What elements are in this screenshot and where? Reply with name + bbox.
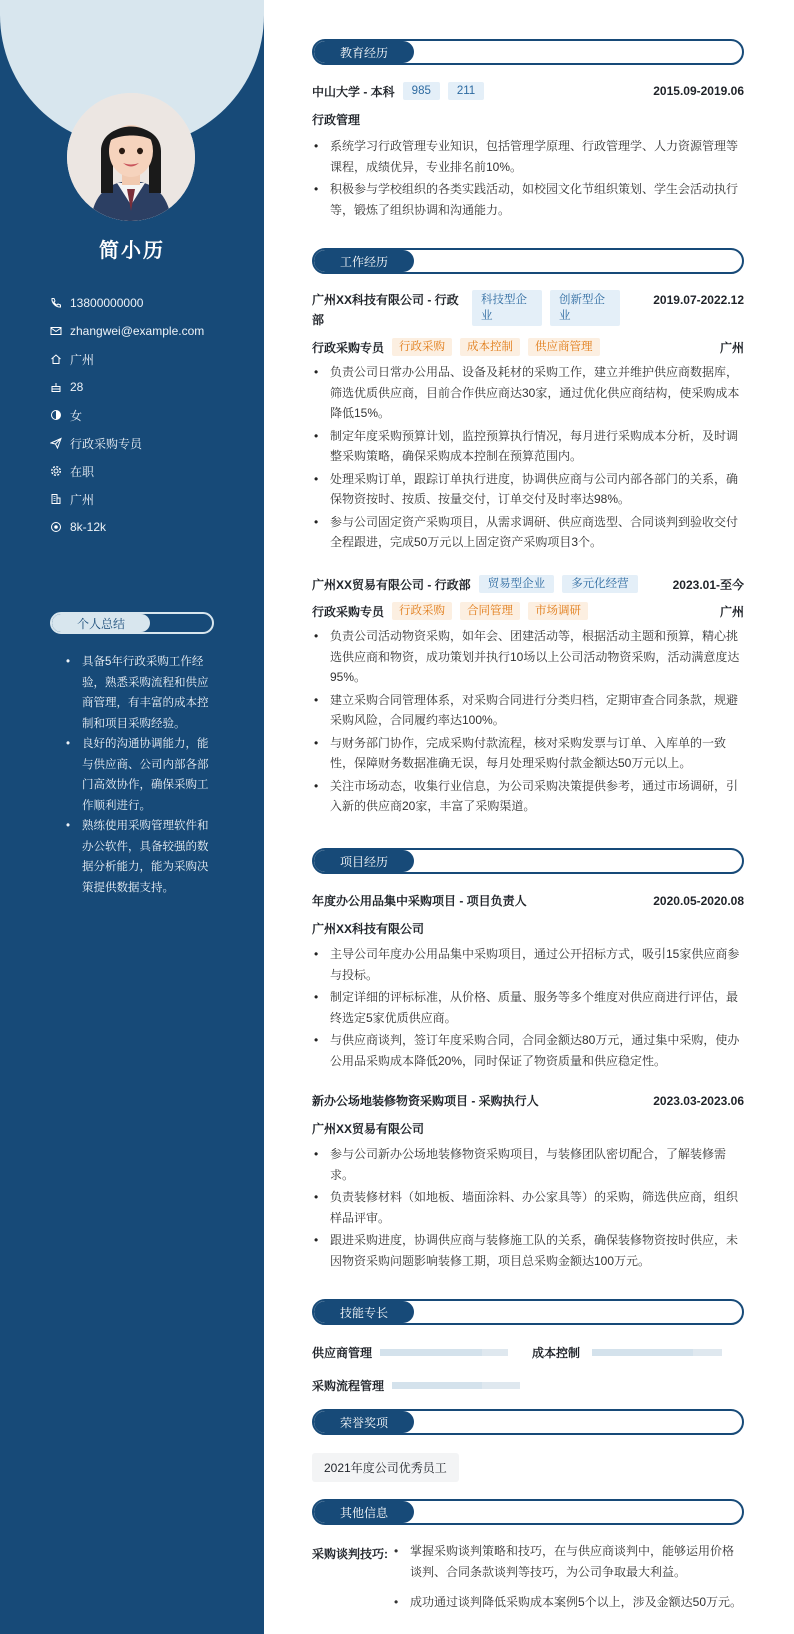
location-text: 广州 bbox=[70, 352, 95, 367]
skill-bar bbox=[592, 1349, 722, 1356]
other-info-label: 采购谈判技巧: bbox=[312, 1547, 388, 1561]
skill-bar-fill bbox=[392, 1382, 482, 1389]
candidate-name: 简小历 bbox=[99, 240, 165, 262]
skills-section-title bbox=[312, 1299, 744, 1325]
skill-tag: 供应商管理 bbox=[528, 338, 600, 356]
company-name: 广州XX贸易有限公司 - 行政部 bbox=[312, 577, 471, 592]
skill-tag: 行政采购 bbox=[392, 338, 452, 356]
education-header bbox=[312, 82, 744, 100]
project-name: 新办公场地装修物资采购项目 - 采购执行人 bbox=[312, 1094, 539, 1108]
company-name: 广州XX科技有限公司 - 行政部 bbox=[312, 293, 459, 327]
list-item: • 负责公司日常办公用品、设备及耗材的采购工作，建立并维护供应商数据库，筛选优质供应商，目前合作供应商达30家，通过优化供应商结构，使采购成本降低15%。 bbox=[312, 362, 744, 424]
contact-info-list bbox=[50, 289, 204, 541]
summary-item: • 良好的沟通协调能力，能与供应商、公司内部各部门高效协作，确保采购工作顺利进行。 bbox=[66, 734, 214, 816]
project-company: 广州XX科技有限公司 bbox=[312, 922, 425, 936]
list-item: • 与财务部门协作，完成采购付款流程，核对采购发票与订单、入库单的一致性，保障财务数据准确无误，每月处理采购付款金额达50万元以上。 bbox=[312, 733, 744, 774]
gear-icon bbox=[50, 465, 62, 477]
summary-item: • 具备5年行政采购工作经验，熟悉采购流程和供应商管理，有丰富的成本控制和项目采购经验。 bbox=[66, 652, 214, 734]
job-role-row bbox=[312, 602, 744, 620]
skill-bar-fill bbox=[592, 1349, 693, 1356]
school-tag: 211 bbox=[448, 82, 484, 100]
job-date: 2023.01-至今 bbox=[672, 577, 744, 592]
list-item: • 负责公司活动物资采购，如年会、团建活动等，根据活动主题和预算，精心挑选供应商和物资，成功策划并执行10场以上公司活动物资采购，活动满意度达95%。 bbox=[312, 626, 744, 688]
projects-title-label: 项目经历 bbox=[314, 850, 414, 872]
skill-name: 成本控制 bbox=[532, 1346, 581, 1360]
project-company: 广州XX贸易有限公司 bbox=[312, 1122, 425, 1136]
job-details bbox=[312, 626, 744, 819]
job-role-row bbox=[312, 338, 744, 356]
project-company-row bbox=[312, 920, 744, 937]
building-icon bbox=[50, 493, 62, 505]
home-icon bbox=[50, 353, 62, 365]
other-section-title bbox=[312, 1499, 744, 1525]
mail-icon bbox=[50, 325, 62, 337]
list-item: • 建立采购合同管理体系，对采购合同进行分类归档，定期审查合同条款，规避采购风险，合同履约率达100%。 bbox=[312, 690, 744, 731]
phone-icon bbox=[50, 297, 62, 309]
list-item: • 处理采购订单，跟踪订单执行进度，协调供应商与公司内部各部门的关系，确保物资按时、按质、按量交付，订单交付及时率达98%。 bbox=[312, 469, 744, 510]
skill-bar bbox=[380, 1349, 508, 1356]
job-details bbox=[312, 362, 744, 555]
list-item: • 跟进采购进度，协调供应商与装修施工队的关系，确保装修物资按时供应，未因物资采购问题影响装修工期，项目总采购金额达100万元。 bbox=[312, 1230, 744, 1271]
projects-section-title bbox=[312, 848, 744, 874]
project-date: 2020.05-2020.08 bbox=[653, 893, 744, 908]
skills-title-label: 技能专长 bbox=[314, 1301, 414, 1323]
age-item bbox=[50, 373, 204, 401]
list-item: • 掌握采购谈判策略和技巧，在与供应商谈判中，能够运用价格谈判、合同条款谈判等技巧，为公司争取最大利益。 bbox=[392, 1541, 744, 1582]
school-tag: 985 bbox=[403, 82, 440, 100]
skill-tag: 市场调研 bbox=[528, 602, 588, 620]
skill-tag: 合同管理 bbox=[460, 602, 520, 620]
cake-icon bbox=[50, 381, 62, 393]
list-item: • 制定年度采购预算计划，监控预算执行情况，每月进行采购成本分析，及时调整采购策略，确保采购成本控制在预算范围内。 bbox=[312, 426, 744, 467]
school-name: 中山大学 - 本科 bbox=[312, 84, 395, 99]
avatar-photo-icon bbox=[67, 93, 195, 221]
education-title-label: 教育经历 bbox=[314, 41, 414, 63]
job-city: 广州 bbox=[719, 340, 744, 355]
email-item bbox=[50, 317, 204, 345]
job-role: 行政采购专员 bbox=[312, 340, 385, 355]
summary-section-title bbox=[50, 612, 214, 634]
work-title-label: 工作经历 bbox=[314, 250, 414, 272]
education-date: 2015.09-2019.06 bbox=[653, 84, 744, 98]
project-details bbox=[312, 1144, 744, 1273]
age-text: 28 bbox=[70, 380, 84, 394]
skill-tag: 成本控制 bbox=[460, 338, 520, 356]
email-text: zhangwei@example.com bbox=[70, 324, 205, 338]
education-details bbox=[312, 136, 744, 222]
list-item: • 成功通过谈判降低采购成本案例5个以上，涉及金额达50万元。 bbox=[392, 1592, 744, 1613]
list-item: • 参与公司固定资产采购项目，从需求调研、供应商选型、合同谈判到验收交付全程跟进，完成50万元以上固定资产采购项目3个。 bbox=[312, 512, 744, 553]
company-tag: 科技型企业 bbox=[472, 290, 542, 326]
honors-section-title bbox=[312, 1409, 744, 1435]
project-company-row bbox=[312, 1120, 744, 1137]
honors-title-label: 荣誉奖项 bbox=[314, 1411, 414, 1433]
city-text: 广州 bbox=[70, 492, 95, 507]
list-item: • 积极参与学校组织的各类实践活动，如校园文化节组织策划、学生会活动执行等，锻炼了组织协调和沟通能力。 bbox=[312, 179, 744, 220]
job-date: 2019.07-2022.12 bbox=[653, 293, 744, 307]
list-item: • 与供应商谈判，签订年度采购合同，合同金额达80万元，通过集中采购，使办公用品采购成本降低20%，同时保证了物资质量和供应稳定性。 bbox=[312, 1030, 744, 1071]
other-info-list bbox=[392, 1541, 744, 1623]
location-item bbox=[50, 345, 204, 373]
project-details bbox=[312, 944, 744, 1073]
skill-bar bbox=[392, 1382, 520, 1389]
company-tag: 贸易型企业 bbox=[479, 575, 555, 593]
skill-name: 供应商管理 bbox=[312, 1346, 373, 1360]
list-item: • 系统学习行政管理专业知识，包括管理学原理、行政管理学、人力资源管理等课程，成绩优异，专业排名前10%。 bbox=[312, 136, 744, 177]
project-name: 年度办公用品集中采购项目 - 项目负责人 bbox=[312, 894, 527, 908]
education-section-title bbox=[312, 39, 744, 65]
avatar bbox=[67, 93, 195, 221]
summary-title-label: 个人总结 bbox=[52, 614, 150, 632]
skill-tag: 行政采购 bbox=[392, 602, 452, 620]
company-tag: 创新型企业 bbox=[550, 290, 620, 326]
work-section-title bbox=[312, 248, 744, 274]
job-city: 广州 bbox=[719, 604, 744, 619]
sidebar bbox=[0, 0, 264, 1634]
salary-item bbox=[50, 513, 204, 541]
honor-badge: 2021年度公司优秀员工 bbox=[312, 1453, 459, 1482]
position-item bbox=[50, 429, 204, 457]
gender-text: 女 bbox=[70, 408, 83, 423]
salary-text: 8k-12k bbox=[70, 520, 107, 534]
job-header bbox=[312, 290, 744, 330]
coin-icon bbox=[50, 521, 62, 533]
skill-bar-fill bbox=[380, 1349, 482, 1356]
phone-item bbox=[50, 289, 204, 317]
list-item: • 负责装修材料（如地板、墙面涂料、办公家具等）的采购，筛选供应商，组织样品评审。 bbox=[312, 1187, 744, 1228]
major-row bbox=[312, 111, 744, 128]
other-title-label: 其他信息 bbox=[314, 1501, 414, 1523]
gender-item bbox=[50, 401, 204, 429]
company-tag: 多元化经营 bbox=[562, 575, 638, 593]
project-header bbox=[312, 1092, 744, 1109]
skill-name: 采购流程管理 bbox=[312, 1379, 385, 1393]
position-text: 行政采购专员 bbox=[70, 436, 143, 451]
list-item: • 制定详细的评标标准，从价格、质量、服务等多个维度对供应商进行评估，最终选定5家优质供应商。 bbox=[312, 987, 744, 1028]
project-header bbox=[312, 892, 744, 909]
list-item: • 关注市场动态，收集行业信息，为公司采购决策提供参考，通过市场调研，引入新的供应商20家，丰富了采购渠道。 bbox=[312, 776, 744, 817]
send-icon bbox=[50, 437, 62, 449]
status-item bbox=[50, 457, 204, 485]
summary-item: • 熟练使用采购管理软件和办公软件，具备较强的数据分析能力，能为采购决策提供数据支持。 bbox=[66, 816, 214, 898]
phone-text: 13800000000 bbox=[70, 296, 144, 310]
list-item: • 参与公司新办公场地装修物资采购项目，与装修团队密切配合，了解装修需求。 bbox=[312, 1144, 744, 1185]
list-item: • 主导公司年度办公用品集中采购项目，通过公开招标方式，吸引15家供应商参与投标。 bbox=[312, 944, 744, 985]
project-date: 2023.03-2023.06 bbox=[653, 1093, 744, 1108]
status-text: 在职 bbox=[70, 464, 95, 479]
major-name: 行政管理 bbox=[312, 113, 361, 127]
job-role: 行政采购专员 bbox=[312, 604, 385, 619]
city-item bbox=[50, 485, 204, 513]
gender-icon bbox=[50, 409, 62, 421]
job-header bbox=[312, 575, 744, 593]
summary-list bbox=[66, 652, 214, 898]
